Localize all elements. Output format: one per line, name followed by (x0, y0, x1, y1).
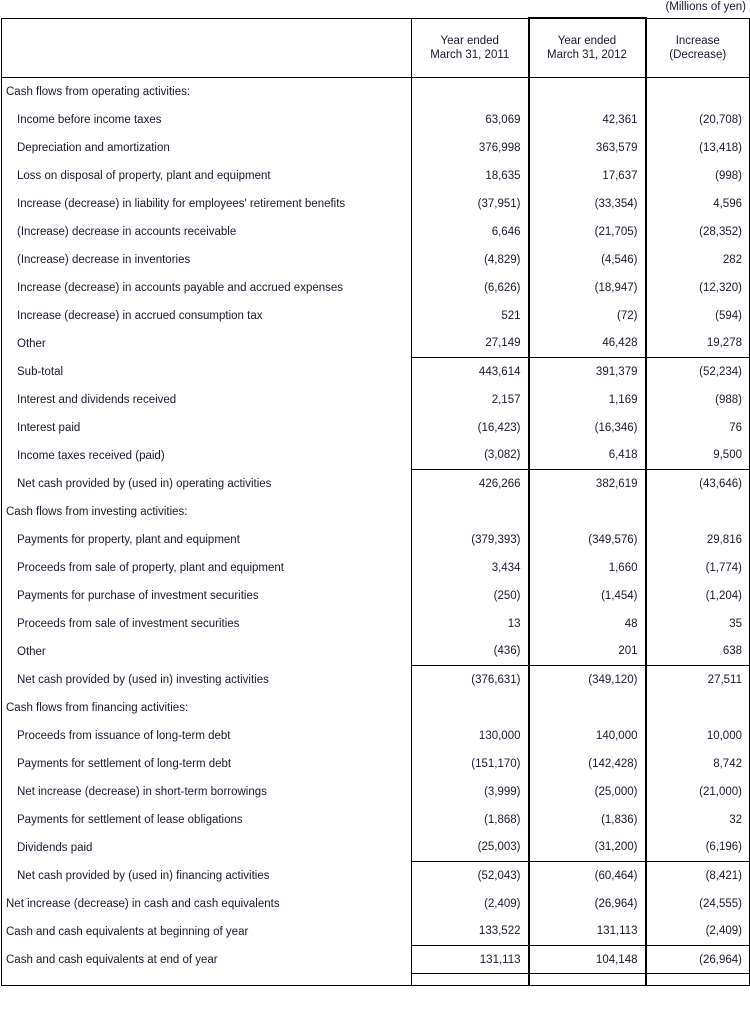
row-label: Net cash provided by (used in) operating activities (17, 477, 272, 490)
cell-increase: (20,708) (699, 113, 742, 126)
table-row (2, 862, 750, 890)
cell-year-2011: (436) (412, 638, 529, 666)
table-row (2, 638, 750, 666)
cell-increase (646, 694, 750, 722)
cell-increase: (6,196) (705, 841, 742, 854)
table-row (2, 834, 750, 862)
cell-year-2011 (412, 694, 529, 722)
table-row (2, 106, 750, 134)
row-label: Cash flows from operating activities: (6, 85, 191, 98)
cell-year-2012: (16,346) (529, 414, 646, 442)
cell-increase: (2,409) (705, 925, 742, 938)
cell-year-2012: 201 (529, 638, 646, 666)
cell-increase: 76 (729, 421, 742, 434)
row-label: (Increase) decrease in inventories (17, 253, 191, 266)
cell-increase: (52,234) (646, 358, 750, 386)
cell-increase: 29,816 (706, 533, 742, 546)
table-row (2, 778, 750, 806)
cell-year-2011: (52,043) (412, 862, 529, 890)
table-row (2, 582, 750, 610)
cell-year-2012: 382,619 (529, 470, 646, 498)
row-label: Net increase (decrease) in short-term borrowings (17, 785, 267, 798)
cell-year-2012: (26,964) (529, 890, 646, 918)
cell-year-2012 (529, 498, 646, 526)
table-row (2, 554, 750, 582)
cell-year-2011: (3,082) (412, 442, 529, 470)
cell-year-2011: (1,868) (412, 806, 529, 834)
column-header-year-2011-line1: Year ended (440, 34, 499, 47)
cell-year-2012: 1,660 (529, 554, 646, 582)
table-row (2, 274, 750, 302)
column-header-increase-line1: Increase (675, 34, 720, 47)
table-row (2, 218, 750, 246)
row-label: Proceeds from sale of property, plant and equipment (17, 561, 284, 574)
table-row (2, 722, 750, 750)
cell-year-2011: 18,635 (412, 162, 529, 190)
column-header-year-2011 (412, 18, 529, 78)
cell-increase: (988) (715, 393, 742, 406)
cell-year-2012: (72) (529, 302, 646, 330)
row-label: Cash flows from financing activities: (6, 701, 189, 714)
row-label: Net cash provided by (used in) financing activities (17, 869, 270, 882)
cell-increase: 27,511 (646, 666, 750, 694)
cell-year-2012: 42,361 (529, 106, 646, 134)
table-footer-spacer-row (2, 974, 750, 986)
row-label: (Increase) decrease in accounts receivable (17, 225, 237, 238)
cell-year-2012: (1,454) (529, 582, 646, 610)
row-label: Income before income taxes (17, 113, 162, 126)
cell-increase: 282 (722, 253, 742, 266)
cell-year-2012: 140,000 (529, 722, 646, 750)
cell-year-2011: (16,423) (412, 414, 529, 442)
cell-year-2011: (25,003) (412, 834, 529, 862)
cell-increase: (594) (715, 309, 742, 322)
footer-spacer-year-2012 (529, 974, 646, 986)
cell-year-2011: (151,170) (412, 750, 529, 778)
cell-year-2012: (4,546) (529, 246, 646, 274)
cell-year-2012: 131,113 (529, 918, 646, 946)
cell-year-2011: 3,434 (412, 554, 529, 582)
cell-year-2011: 443,614 (412, 358, 529, 386)
cell-year-2011: 6,646 (412, 218, 529, 246)
cell-year-2012: (349,576) (529, 526, 646, 554)
cell-year-2011: 13 (412, 610, 529, 638)
table-row (2, 330, 750, 358)
cell-year-2012: (60,464) (529, 862, 646, 890)
row-label: Proceeds from sale of investment securities (17, 617, 240, 630)
row-label: Proceeds from issuance of long-term debt (17, 729, 231, 742)
cash-flow-statement-table (1, 17, 750, 986)
cell-increase: (13,418) (699, 141, 742, 154)
column-header-increase-line2: (Decrease) (669, 48, 727, 61)
cell-year-2012: (21,705) (529, 218, 646, 246)
cell-year-2011: 27,149 (412, 330, 529, 358)
cell-year-2011: 133,522 (412, 918, 529, 946)
row-label: Interest paid (17, 421, 81, 434)
table-row (2, 498, 750, 526)
cell-increase: (24,555) (699, 897, 742, 910)
cell-year-2012: 363,579 (529, 134, 646, 162)
cell-year-2012: (18,947) (529, 274, 646, 302)
cell-increase: 9,500 (713, 449, 742, 462)
table-row (2, 610, 750, 638)
table-row (2, 246, 750, 274)
cell-increase: 638 (722, 645, 742, 658)
row-label: Depreciation and amortization (17, 141, 170, 154)
cell-increase: 4,596 (713, 197, 742, 210)
cell-increase: (998) (715, 169, 742, 182)
row-label: Increase (decrease) in liability for employees' retirement benefits (17, 197, 346, 210)
cell-increase: (43,646) (646, 470, 750, 498)
row-label: Other (17, 645, 46, 658)
row-label: Payments for purchase of investment securities (17, 589, 259, 602)
footer-spacer-label (2, 974, 412, 986)
table-row (2, 414, 750, 442)
table-header (2, 18, 750, 78)
cell-increase: 8,742 (713, 757, 742, 770)
cell-year-2011: (250) (412, 582, 529, 610)
cell-year-2011: 131,113 (412, 946, 529, 974)
cell-year-2011 (412, 78, 529, 106)
row-label: Income taxes received (paid) (17, 449, 165, 462)
cell-year-2011: (2,409) (412, 890, 529, 918)
table-row (2, 358, 750, 386)
header-row (2, 18, 750, 78)
table-row (2, 190, 750, 218)
cell-increase: 32 (729, 813, 742, 826)
cell-year-2011: (4,829) (412, 246, 529, 274)
cell-year-2011: (6,626) (412, 274, 529, 302)
cell-year-2012: 1,169 (529, 386, 646, 414)
cell-year-2012: 46,428 (529, 330, 646, 358)
cell-year-2012: 17,637 (529, 162, 646, 190)
cell-year-2011: 426,266 (412, 470, 529, 498)
column-header-year-2012 (529, 18, 646, 78)
cell-year-2012: (1,836) (529, 806, 646, 834)
cell-year-2012 (529, 78, 646, 106)
table-row (2, 526, 750, 554)
row-label: Payments for property, plant and equipment (17, 533, 240, 546)
cell-year-2011: 63,069 (412, 106, 529, 134)
cell-increase: (28,352) (699, 225, 742, 238)
cell-increase: 35 (729, 617, 742, 630)
row-label: Increase (decrease) in accounts payable and accrued expenses (17, 281, 344, 294)
cell-increase: (26,964) (646, 946, 750, 974)
table-row (2, 134, 750, 162)
cell-year-2011: (3,999) (412, 778, 529, 806)
cell-year-2012: (25,000) (529, 778, 646, 806)
row-label: Net increase (decrease) in cash and cash equivalents (6, 897, 280, 910)
cell-year-2012: 48 (529, 610, 646, 638)
row-label: Interest and dividends received (17, 393, 177, 406)
table-row (2, 386, 750, 414)
column-header-year-2012-line2: March 31, 2012 (547, 49, 627, 61)
table-row (2, 918, 750, 946)
cell-year-2012: (349,120) (529, 666, 646, 694)
column-header-year-2012-line1: Year ended (557, 35, 617, 47)
row-label: Payments for settlement of lease obligations (17, 813, 243, 826)
cell-year-2012: 391,379 (529, 358, 646, 386)
cell-increase: (21,000) (699, 785, 742, 798)
row-label: Cash and cash equivalents at beginning of year (6, 925, 249, 938)
cell-year-2011: (379,393) (412, 526, 529, 554)
cell-year-2011: 521 (412, 302, 529, 330)
table-row (2, 162, 750, 190)
cell-year-2012: 104,148 (529, 946, 646, 974)
row-label: Sub-total (17, 365, 64, 378)
cell-year-2012: (142,428) (529, 750, 646, 778)
cell-increase (646, 498, 750, 526)
cell-increase: 10,000 (706, 729, 742, 742)
column-header-year-2011-line2: March 31, 2011 (430, 48, 510, 61)
footer-spacer-increase (646, 974, 750, 986)
cell-year-2012: 6,418 (529, 442, 646, 470)
cell-increase: (1,774) (705, 561, 742, 574)
row-label: Increase (decrease) in accrued consumption tax (17, 309, 263, 322)
table-row (2, 666, 750, 694)
row-label: Net cash provided by (used in) investing activities (17, 673, 269, 686)
footer-spacer-year-2011 (412, 974, 529, 986)
row-label: Cash and cash equivalents at end of year (6, 953, 218, 966)
row-label: Dividends paid (17, 841, 93, 854)
unit-note: (Millions of yen) (665, 1, 746, 13)
cell-year-2011: 376,998 (412, 134, 529, 162)
table-row (2, 806, 750, 834)
cell-increase: (8,421) (646, 862, 750, 890)
cell-year-2011: 130,000 (412, 722, 529, 750)
cell-year-2011: (37,951) (412, 190, 529, 218)
header-label-blank (2, 18, 412, 78)
table-row (2, 302, 750, 330)
table-row (2, 946, 750, 974)
table-body (2, 78, 750, 986)
table-row (2, 78, 750, 106)
cell-increase: 19,278 (706, 337, 742, 350)
row-label: Payments for settlement of long-term debt (17, 757, 232, 770)
table-row (2, 694, 750, 722)
row-label: Cash flows from investing activities: (6, 505, 188, 518)
row-label: Other (17, 337, 46, 350)
cell-year-2011: 2,157 (412, 386, 529, 414)
cell-year-2012: (31,200) (529, 834, 646, 862)
cell-year-2011: (376,631) (412, 666, 529, 694)
column-header-increase (646, 18, 750, 78)
cell-year-2012 (529, 694, 646, 722)
row-label: Loss on disposal of property, plant and equipment (17, 169, 271, 182)
cell-year-2011 (412, 498, 529, 526)
table-row (2, 890, 750, 918)
table-row (2, 470, 750, 498)
cell-increase (646, 78, 750, 106)
cell-increase: (12,320) (699, 281, 742, 294)
table-row (2, 750, 750, 778)
cell-year-2012: (33,354) (529, 190, 646, 218)
cell-increase: (1,204) (705, 589, 742, 602)
table-row (2, 442, 750, 470)
